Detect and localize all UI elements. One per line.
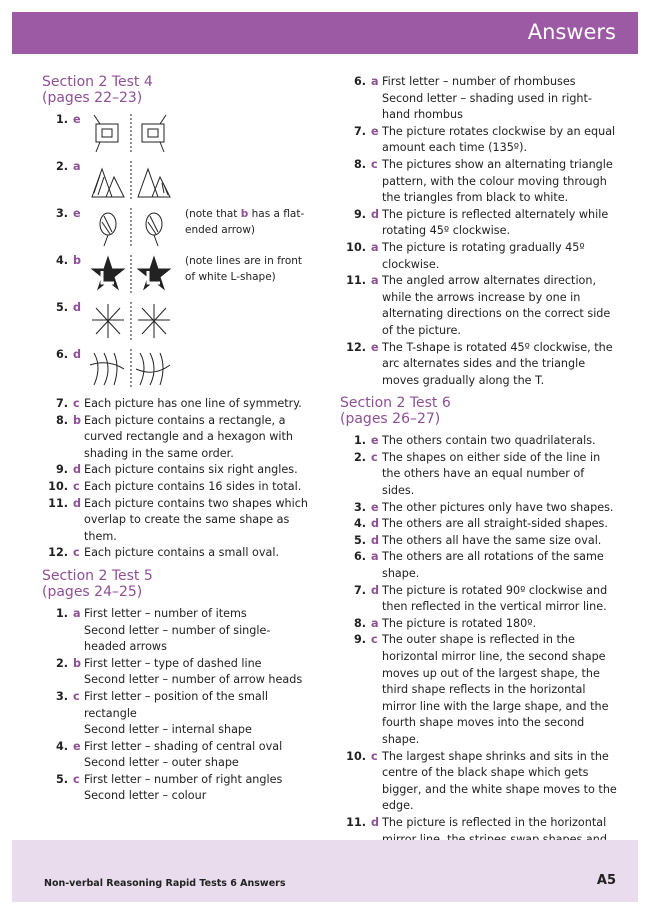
answer-row xyxy=(42,206,312,253)
answer-row: 4. d The others are all straight-sided shapes. xyxy=(353,517,608,531)
answer-row: 2. c The shapes on either side of the line in the others have an equal number of sides. xyxy=(353,450,601,498)
left-column xyxy=(42,74,312,805)
answer-row: 10. a The picture is rotating gradually 45º clockwise. xyxy=(346,240,585,271)
section-heading-test6 xyxy=(340,395,620,427)
arrows-figure-icon xyxy=(84,300,179,344)
header-bar xyxy=(12,12,638,54)
answer-row: 7. c Each picture has one line of symmetry. xyxy=(55,397,302,410)
section-heading-test4 xyxy=(42,74,312,106)
footer-bar xyxy=(12,840,638,902)
answer-row: 5. d The others all have the same size oval. xyxy=(353,533,602,547)
answer-number: 3. xyxy=(55,207,68,220)
answer-letter: b xyxy=(73,254,82,267)
answer-row: 11. a The angled arrow alternates direction, while the arrows increase by one in alternating directions on the correct side of the picture. xyxy=(346,274,611,337)
answer-row: 9. d The picture is reflected alternately while rotating 45º clockwise. xyxy=(353,207,609,238)
answer-number: 5. xyxy=(55,301,68,314)
answer-row: 8. a The picture is rotated 180º. xyxy=(353,616,537,630)
answer-row xyxy=(42,159,312,206)
answer-row: 9. c The outer shape is reflected in the horizontal mirror line, the second shape moves up out of the largest shape, the third shape reflects in the horizontal mirror line with the large shape, and the fourth shape moves into the second shape. xyxy=(353,633,609,746)
answer-row: 1. e The others contain two quadrilaterals. xyxy=(353,434,596,448)
answer-letter: e xyxy=(73,207,81,220)
answer-row: 10. c Each picture contains 16 sides in total. xyxy=(48,479,302,493)
answer-row: 1. a First letter – number of items Second letter – number of single-headed arrows xyxy=(55,606,271,654)
page-number: A5 xyxy=(596,873,616,888)
answer-row xyxy=(42,112,312,159)
answer-row: 10. c The largest shape shrinks and sits in the centre of the black shape which gets bigger, and the white shape moves to the edge. xyxy=(346,749,617,813)
answer-number: 1. xyxy=(55,113,68,126)
answer-letter: d xyxy=(73,301,82,314)
answer-row: 8. b Each picture contains a rectangle, a curved rectangle and a hexagon with shading in the same order. xyxy=(55,413,293,460)
answer-letter: e xyxy=(73,113,81,126)
answer-number: 6. xyxy=(55,348,68,361)
answer-row: 5. c First letter – number of right angles Second letter – colour xyxy=(55,772,283,803)
answer-row: 8. c The pictures show an alternating triangle pattern, with the colour moving through the triangles from black to white. xyxy=(353,157,613,205)
section-title: Section 2 Test 4 xyxy=(42,74,153,90)
answer-number: 2. xyxy=(55,160,68,173)
triangles-figure-icon xyxy=(84,159,179,203)
page-title: Answers xyxy=(527,20,616,44)
section-pages: (pages 24–25) xyxy=(42,583,143,600)
answer-row xyxy=(42,300,312,347)
curves-figure-icon xyxy=(84,347,179,391)
footer-text: Non-verbal Reasoning Rapid Tests 6 Answers xyxy=(44,878,286,889)
answer-row: 7. e The picture rotates clockwise by an equal amount each time (135º). xyxy=(353,124,616,155)
answer-row xyxy=(42,253,312,300)
answer-row: 2. b First letter – type of dashed line Second letter – number of arrow heads xyxy=(55,656,303,687)
answer-row: 3. e The other pictures only have two shapes. xyxy=(353,500,614,514)
shield-figure-icon xyxy=(84,112,179,156)
answer-letter: d xyxy=(73,348,82,361)
answer-row: 11. d Each picture contains two shapes which overlap to create the same shape as them. xyxy=(48,496,308,543)
section-pages: (pages 22–23) xyxy=(42,90,143,106)
answer-row: 9. d Each picture contains six right angles. xyxy=(55,463,298,477)
answer-row: 7. d The picture is rotated 90º clockwise and then reflected in the vertical mirror line. xyxy=(353,583,608,614)
answer-row: 3. c First letter – position of the small rectangle Second letter – internal shape xyxy=(55,689,268,737)
section-title: Section 2 Test 6 xyxy=(340,395,451,412)
figure-note: (note lines are in front of white L-shape) xyxy=(185,255,303,283)
answer-row: 12. c Each picture contains a small oval. xyxy=(48,546,280,560)
answer-letter: a xyxy=(73,160,81,173)
answer-row: 4. e First letter – shading of central oval Second letter – outer shape xyxy=(55,739,283,770)
answer-row xyxy=(42,347,312,394)
answer-row: 6. a The others are all rotations of the same shape. xyxy=(353,550,604,581)
oval-arrow-figure-icon xyxy=(84,206,179,250)
figure-note: (note that b has a flat-ended arrow) xyxy=(185,208,305,236)
answer-number: 4. xyxy=(55,254,68,267)
section-heading-test5 xyxy=(42,568,312,600)
right-column xyxy=(340,74,620,865)
star-figure-icon xyxy=(84,253,179,297)
section-title: Section 2 Test 5 xyxy=(42,567,153,584)
answer-row: 6. a First letter – number of rhombuses Second letter – shading used in right-hand rhombus xyxy=(353,75,592,122)
answer-row: 12. e The T-shape is rotated 45º clockwise, the arc alternates sides and the triangle moves gradually along the T. xyxy=(346,340,613,387)
answer-row: 11. d The picture is reflected in the horizontal xyxy=(346,815,607,829)
section-pages: (pages 26–27) xyxy=(340,411,441,428)
